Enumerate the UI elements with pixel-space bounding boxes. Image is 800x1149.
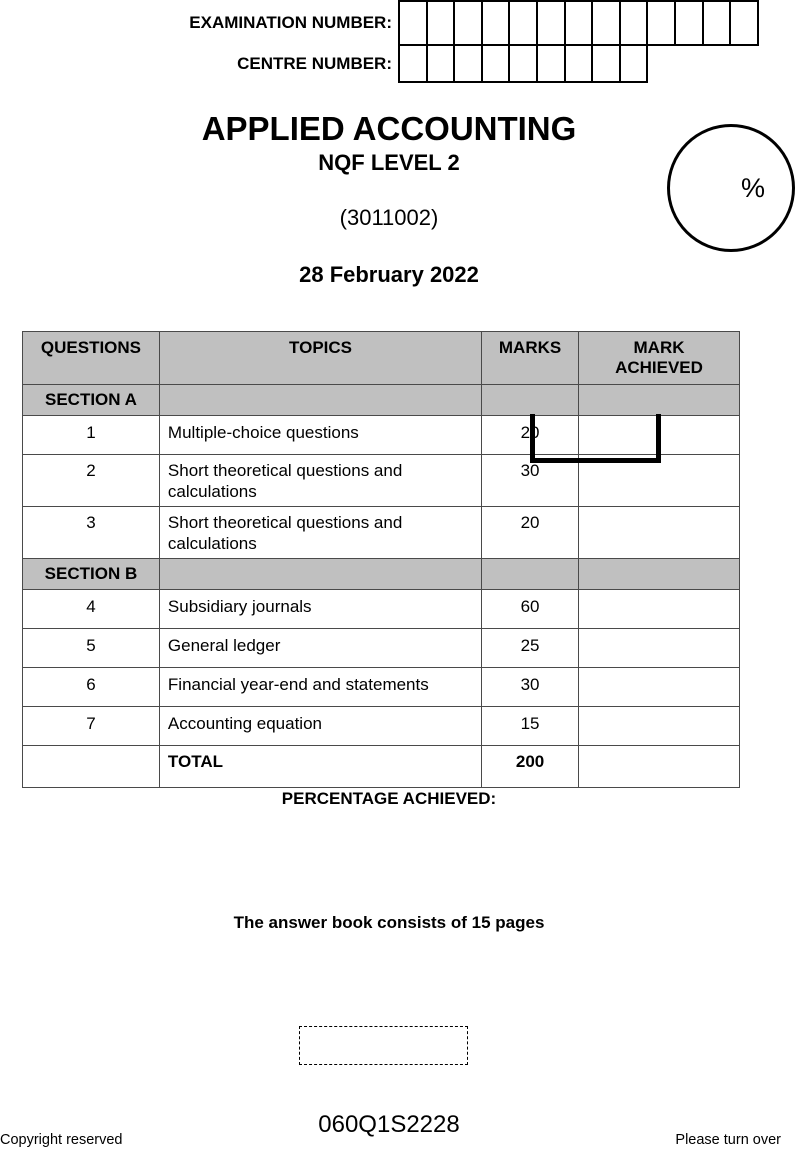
marks: 25 xyxy=(482,629,579,668)
header-mark-achieved: MARK ACHIEVED xyxy=(579,332,740,385)
centre-number-box[interactable] xyxy=(564,44,594,83)
paper-code: 060Q1S2228 xyxy=(318,1111,460,1138)
examination-number-label: EXAMINATION NUMBER: xyxy=(189,13,392,32)
marks: 30 xyxy=(482,668,579,707)
mark-achieved-cell[interactable] xyxy=(579,668,740,707)
centre-number-box[interactable] xyxy=(508,44,538,83)
section-a-row xyxy=(23,385,740,416)
table-row xyxy=(23,507,740,559)
total-achieved-cell[interactable] xyxy=(579,746,740,788)
barcode-placeholder-box xyxy=(299,1026,468,1065)
centre-number-field[interactable] xyxy=(400,44,648,83)
turn-over-footer: Please turn over xyxy=(675,1132,781,1148)
exam-number-box[interactable] xyxy=(536,0,566,46)
question-number: 4 xyxy=(23,590,160,629)
mark-achieved-cell[interactable] xyxy=(579,507,740,559)
exam-number-box[interactable] xyxy=(729,0,759,46)
pages-note: The answer book consists of 15 pages xyxy=(233,913,545,932)
question-number: 3 xyxy=(23,507,160,559)
exam-number-box[interactable] xyxy=(674,0,704,46)
exam-number-box[interactable] xyxy=(453,0,483,46)
subject-code: (3011002) xyxy=(339,205,439,230)
exam-number-box[interactable] xyxy=(398,0,428,46)
question-number: 1 xyxy=(23,416,160,455)
percentage-achieved-label: PERCENTAGE ACHIEVED: xyxy=(281,789,497,808)
examination-number-field[interactable] xyxy=(400,0,759,46)
question-number: 6 xyxy=(23,668,160,707)
exam-number-box[interactable] xyxy=(481,0,511,46)
topic: Multiple-choice questions xyxy=(159,416,481,455)
total-marks: 200 xyxy=(482,746,579,788)
exam-number-box[interactable] xyxy=(564,0,594,46)
centre-number-box[interactable] xyxy=(619,44,649,83)
header-questions: QUESTIONS xyxy=(23,332,160,385)
centre-number-box[interactable] xyxy=(426,44,456,83)
mark-achieved-cell[interactable] xyxy=(579,629,740,668)
table-row xyxy=(23,668,740,707)
question-number: 2 xyxy=(23,455,160,507)
marks: 30 xyxy=(482,455,579,507)
total-label: TOTAL xyxy=(159,746,481,788)
marks: 20 xyxy=(482,416,579,455)
topic: Short theoretical questions and calculations xyxy=(159,507,481,559)
nqf-level: NQF LEVEL 2 xyxy=(318,150,460,175)
bracket-mark xyxy=(530,414,661,463)
copyright-footer: Copyright reserved xyxy=(0,1132,123,1148)
table-row xyxy=(23,590,740,629)
topic: General ledger xyxy=(159,629,481,668)
mark-achieved-cell[interactable] xyxy=(579,590,740,629)
section-b-label: SECTION B xyxy=(23,559,160,590)
exam-number-box[interactable] xyxy=(508,0,538,46)
exam-number-box[interactable] xyxy=(646,0,676,46)
topic: Subsidiary journals xyxy=(159,590,481,629)
centre-number-label: CENTRE NUMBER: xyxy=(237,54,392,73)
question-number: 5 xyxy=(23,629,160,668)
centre-number-box[interactable] xyxy=(536,44,566,83)
exam-number-box[interactable] xyxy=(619,0,649,46)
table-row xyxy=(23,707,740,746)
header-topics: TOPICS xyxy=(159,332,481,385)
question-number: 7 xyxy=(23,707,160,746)
percentage-circle[interactable] xyxy=(667,124,795,252)
exam-number-box[interactable] xyxy=(426,0,456,46)
exam-number-box[interactable] xyxy=(591,0,621,46)
percent-symbol: % xyxy=(741,173,766,203)
total-row xyxy=(23,746,740,788)
subject-title: APPLIED ACCOUNTING xyxy=(201,110,577,147)
exam-number-box[interactable] xyxy=(702,0,732,46)
centre-number-box[interactable] xyxy=(481,44,511,83)
marks: 20 xyxy=(482,507,579,559)
table-row xyxy=(23,629,740,668)
section-b-row xyxy=(23,559,740,590)
mark-achieved-cell[interactable] xyxy=(579,707,740,746)
centre-number-box[interactable] xyxy=(398,44,428,83)
centre-number-box[interactable] xyxy=(453,44,483,83)
marks-table xyxy=(22,331,740,788)
section-a-label: SECTION A xyxy=(23,385,160,416)
topic: Financial year-end and statements xyxy=(159,668,481,707)
topic: Short theoretical questions and calculations xyxy=(159,455,481,507)
marks: 60 xyxy=(482,590,579,629)
exam-date: 28 February 2022 xyxy=(299,262,479,287)
table-header-row xyxy=(23,332,740,385)
marks: 15 xyxy=(482,707,579,746)
header-marks: MARKS xyxy=(482,332,579,385)
topic: Accounting equation xyxy=(159,707,481,746)
centre-number-box[interactable] xyxy=(591,44,621,83)
